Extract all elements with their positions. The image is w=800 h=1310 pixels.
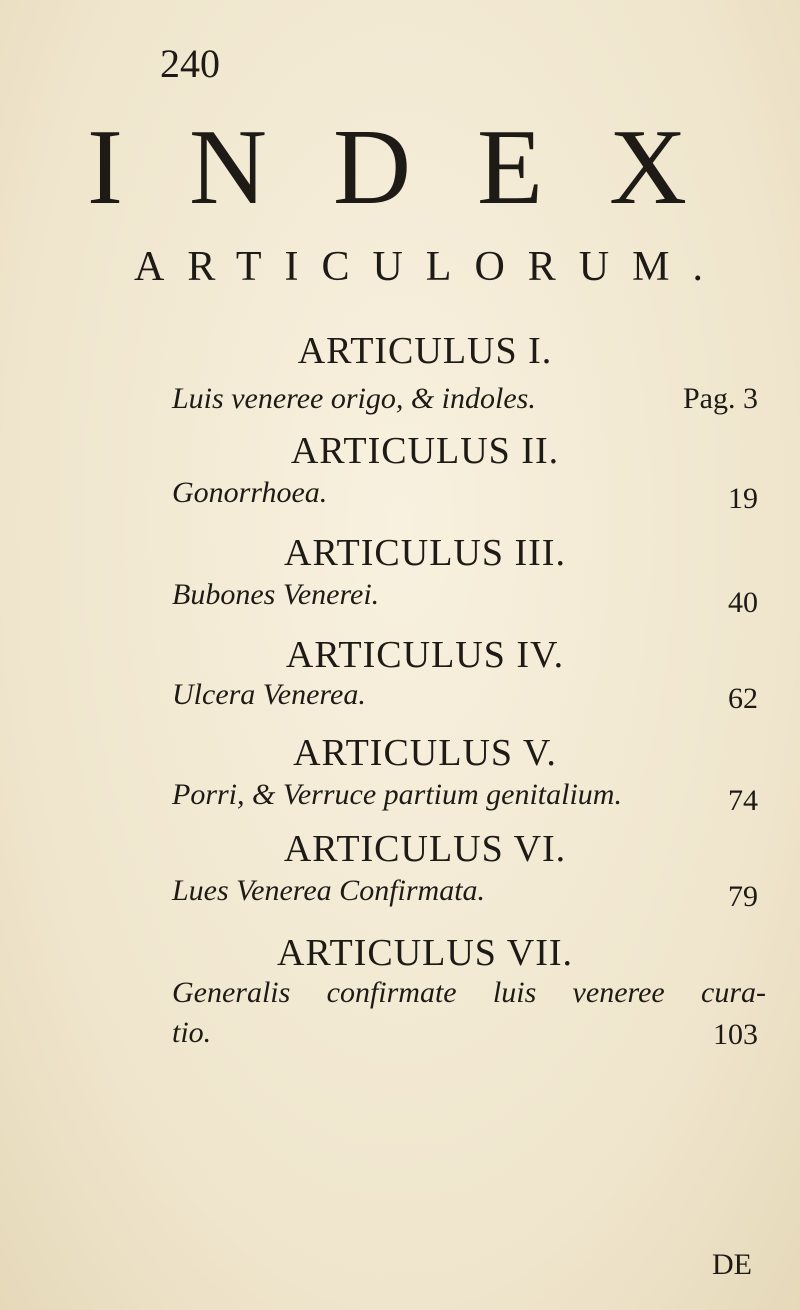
article-page-2: 19	[728, 482, 758, 515]
catchword: DE	[712, 1248, 752, 1281]
article-title-2: Gonorrhoea.	[172, 476, 328, 509]
article-page-4: 62	[728, 682, 758, 715]
article-title-6: Lues Venerea Confirmata.	[172, 874, 486, 907]
article-heading-5: ARTICULUS V.	[293, 732, 557, 774]
article-heading-3: ARTICULUS III.	[284, 532, 566, 574]
article-heading-4: ARTICULUS IV.	[285, 634, 565, 676]
article-page-7: 103	[713, 1018, 758, 1051]
page-number: 240	[160, 41, 220, 86]
article-page-3: 40	[728, 586, 758, 619]
article-heading-7: ARTICULUS VII.	[276, 932, 573, 974]
article-heading-1: ARTICULUS I.	[297, 330, 553, 372]
article-page-5: 74	[728, 784, 758, 817]
article-page-1: Pag. 3	[683, 382, 758, 415]
article-page-6: 79	[728, 880, 758, 913]
article-title-7-line-2: tio.	[172, 1016, 212, 1049]
article-title-5: Porri, & Verruce partium genitalium.	[172, 778, 622, 811]
article-title-1: Luis veneree origo, & indoles.	[172, 382, 536, 415]
article-title-3: Bubones Venerei.	[172, 578, 380, 611]
article-heading-2: ARTICULUS II.	[290, 430, 560, 472]
index-title: INDEX	[87, 108, 753, 227]
index-subtitle: ARTICULORUM.	[134, 244, 726, 290]
article-title-4: Ulcera Venerea.	[172, 678, 366, 711]
article-heading-6: ARTICULUS VI.	[283, 828, 567, 870]
article-title-7-line-1: Generalis confirmate luis veneree cura-	[172, 976, 766, 1009]
